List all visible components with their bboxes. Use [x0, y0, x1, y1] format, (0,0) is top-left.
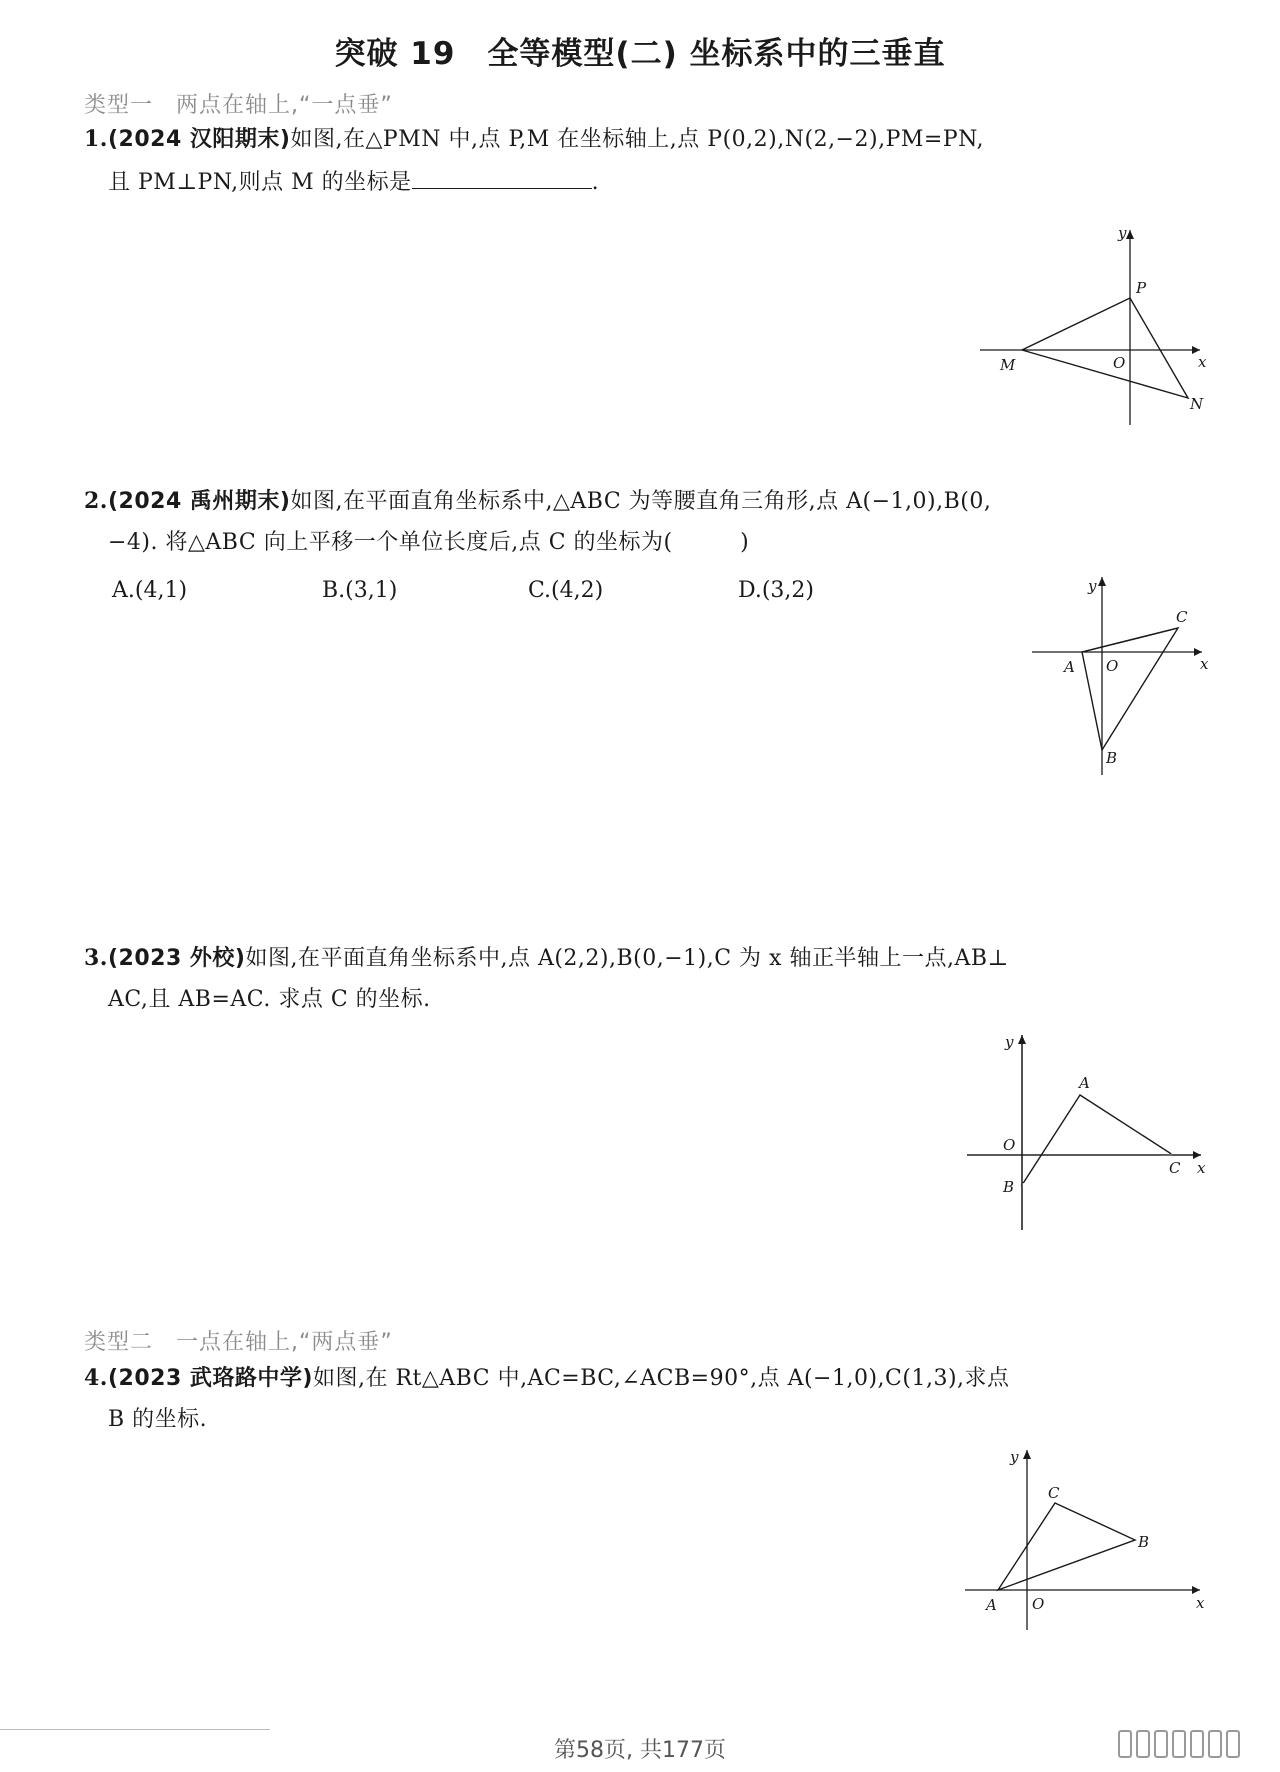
point-c-label: C [1176, 608, 1188, 626]
page-indicator: 第58页, 共177页 [554, 1738, 726, 1763]
question-number: 4. [84, 1365, 108, 1391]
origin-label: O [1003, 1136, 1016, 1154]
y-axis-arrow [1098, 577, 1106, 586]
question-4-line2 [108, 1405, 207, 1435]
hidden-side-bc [1022, 1155, 1173, 1185]
y-axis-label: y [1005, 1033, 1014, 1051]
question-4-line1 [84, 1363, 1010, 1394]
page-thumb-icon[interactable] [1118, 1730, 1132, 1758]
page-thumb-icon[interactable] [1226, 1730, 1240, 1758]
page-thumb-icon[interactable] [1172, 1730, 1186, 1758]
question-number: 2. [84, 488, 108, 514]
point-c-label: C [1169, 1159, 1181, 1177]
x-axis-label: x [1197, 1159, 1206, 1177]
figure-q2 [1030, 575, 1220, 780]
x-axis-label: x [1200, 655, 1209, 673]
question-text: 如图,在平面直角坐标系中,点 A(2,2),B(0,−1),C 为 x 轴正半轴上一点,AB⊥ [245, 946, 1009, 971]
option-b[interactable]: B.(3,1) [322, 578, 398, 603]
question-text: 如图,在平面直角坐标系中,△ABC 为等腰直角三角形,点 A(−1,0),B(0, [290, 489, 992, 514]
question-2-line2 [108, 528, 749, 558]
figure-q3 [955, 1030, 1215, 1235]
page-title: 突破 19 全等模型(二) 坐标系中的三垂直 [334, 36, 946, 72]
page-thumb-icon[interactable] [1136, 1730, 1150, 1758]
figure-q1 [980, 225, 1220, 430]
figure-q4 [960, 1445, 1215, 1635]
origin-label: O [1032, 1595, 1045, 1613]
question-3-line2 [108, 985, 431, 1015]
point-a-label: A [1064, 658, 1075, 676]
y-axis-label: y [1088, 577, 1097, 595]
y-axis-label: y [1118, 225, 1127, 242]
triangle-abc [998, 1503, 1135, 1590]
question-number: 3. [84, 945, 108, 971]
question-2-line1 [84, 486, 991, 517]
point-c-label: C [1048, 1484, 1060, 1502]
question-text: B 的坐标. [108, 1407, 208, 1432]
point-n-label: N [1190, 395, 1204, 413]
y-axis-arrow [1126, 230, 1134, 239]
question-text: 如图,在 Rt△ABC 中,AC=BC,∠ACB=90°,点 A(−1,0),C(1,3),求点 [312, 1366, 1010, 1391]
page-thumbnail-strip[interactable] [1118, 1730, 1240, 1758]
section-type-two: 类型二 一点在轴上,“两点垂” [84, 1330, 393, 1355]
origin-label: O [1106, 657, 1119, 675]
question-text-end: . [591, 170, 600, 195]
point-a-label: A [1079, 1074, 1090, 1092]
question-text: 且 PM⊥PN,则点 M 的坐标是 [108, 170, 412, 195]
question-text: −4). 将△ABC 向上平移一个单位长度后,点 C 的坐标为( ) [108, 530, 750, 555]
question-source: (2023 外校) [107, 946, 246, 971]
question-3-line1 [84, 943, 1009, 974]
y-axis-arrow [1023, 1450, 1031, 1459]
point-p-label: P [1136, 279, 1147, 297]
question-text: 如图,在△PMN 中,点 P,M 在坐标轴上,点 P(0,2),N(2,−2),PM=PN, [290, 127, 984, 152]
question-text: AC,且 AB=AC. 求点 C 的坐标. [108, 987, 431, 1012]
question-1-line2 [108, 166, 599, 198]
answer-blank[interactable] [412, 166, 592, 189]
point-m-label: M [1000, 356, 1016, 374]
section-type-one: 类型一 两点在轴上,“一点垂” [84, 93, 393, 118]
question-source: (2024 禹州期末) [107, 489, 291, 514]
page-thumb-icon[interactable] [1154, 1730, 1168, 1758]
footer-divider [0, 1729, 270, 1730]
page-thumb-icon[interactable] [1208, 1730, 1222, 1758]
x-axis-label: x [1198, 353, 1207, 371]
point-b-label: B [1106, 749, 1118, 767]
x-axis-arrow [1192, 1586, 1200, 1594]
x-axis-label: x [1196, 1594, 1205, 1612]
option-c[interactable]: C.(4,2) [528, 578, 604, 603]
origin-label: O [1113, 354, 1126, 372]
question-source: (2023 武珞路中学) [107, 1366, 313, 1391]
question-source: (2024 汉阳期末) [107, 127, 291, 152]
triangle-pmn [1022, 298, 1188, 398]
question-1-line1 [84, 124, 984, 155]
question-number: 1. [84, 126, 108, 152]
point-a-label: A [986, 1596, 997, 1614]
y-axis-label: y [1010, 1448, 1019, 1466]
triangle-abc [1082, 628, 1178, 750]
point-b-label: B [1003, 1178, 1015, 1196]
option-a[interactable]: A.(4,1) [112, 578, 188, 603]
page-thumb-icon[interactable] [1190, 1730, 1204, 1758]
point-b-label: B [1138, 1533, 1150, 1551]
side-ac [1082, 628, 1178, 652]
option-d[interactable]: D.(3,2) [738, 578, 815, 603]
